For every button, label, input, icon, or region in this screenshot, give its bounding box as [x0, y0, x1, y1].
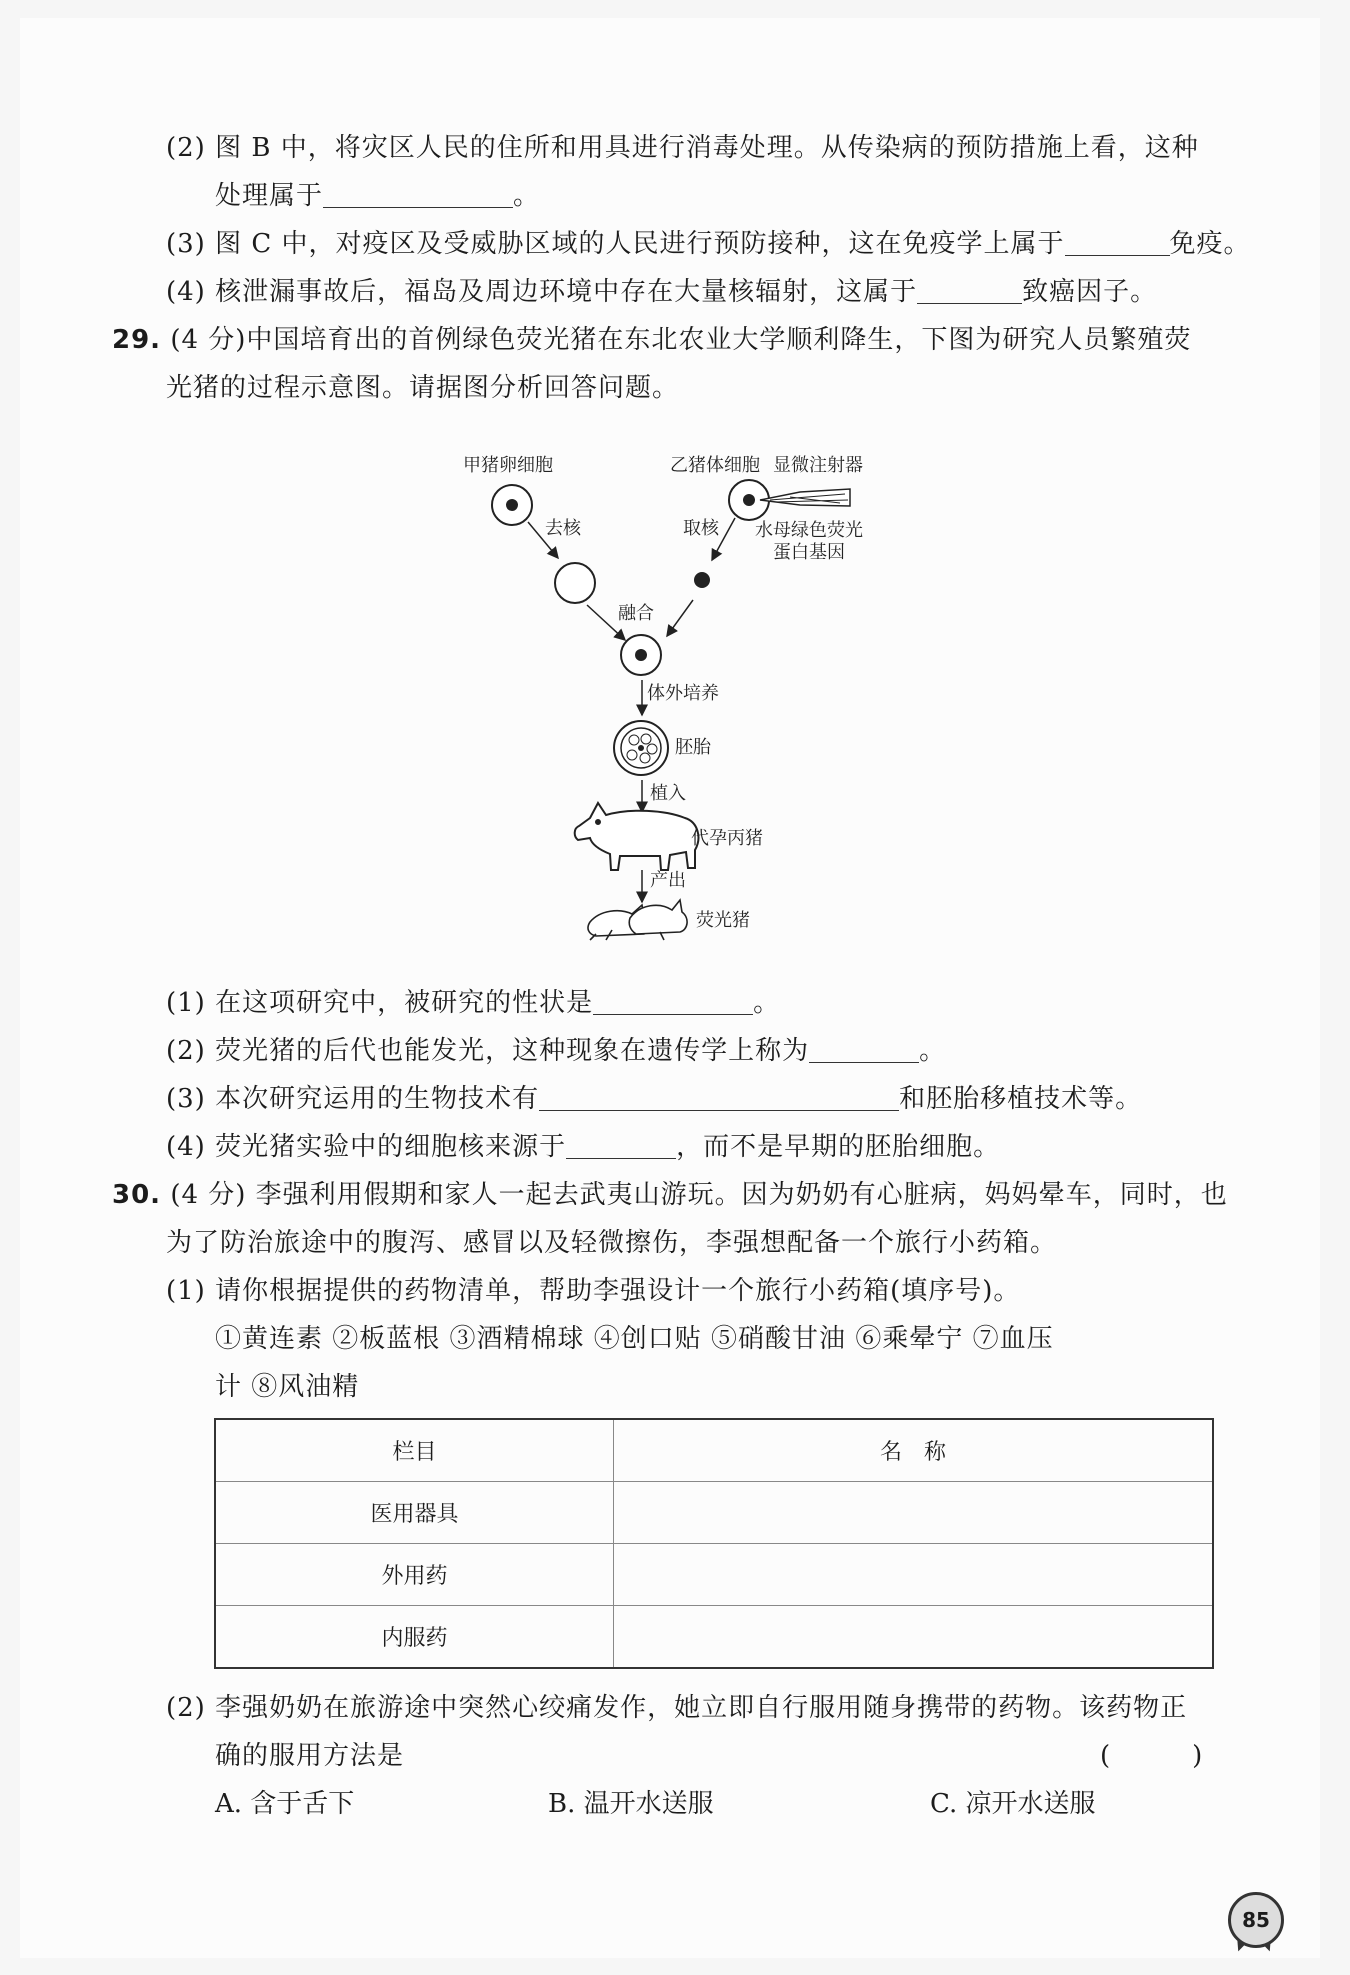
row-label: 医用器具 — [215, 1482, 614, 1544]
q28-part3-text: (3) 图 C 中，对疫区及受威胁区域的人民进行预防接种，这在免疫学上属于 — [166, 229, 1065, 259]
row-label: 内服药 — [215, 1606, 614, 1669]
label-enucleate: 去核 — [545, 518, 581, 539]
answer-blank[interactable] — [809, 1034, 919, 1063]
q29-part4-text: (4) 荧光猪实验中的细胞核来源于 — [166, 1132, 567, 1162]
table-row — [215, 1482, 1213, 1544]
label-gene-line2: 蛋白基因 — [773, 542, 845, 563]
q29-part2-text: (2) 荧光猪的后代也能发光，这种现象在遗传学上称为 — [166, 1036, 810, 1066]
option-c[interactable]: C. 凉开水送服 — [930, 1789, 1096, 1819]
q28-part2-line1: (2) 图 B 中，将灾区人民的住所和用具进行消毒处理。从传染病的预防措施上看，这种 — [166, 133, 1199, 163]
option-b[interactable]: B. 温开水送服 — [548, 1789, 714, 1819]
q28-part2-text: 处理属于 — [215, 181, 324, 211]
q29-part4-end: ，而不是早期的胚胎细胞。 — [676, 1132, 1001, 1162]
label-fusion: 融合 — [618, 603, 654, 624]
answer-blank[interactable] — [593, 986, 753, 1015]
label-embryo: 胚胎 — [675, 737, 711, 758]
label-birth: 产出 — [650, 870, 686, 891]
label-injector: 显微注射器 — [773, 455, 863, 476]
q30-stem-line2: 为了防治旅途中的腹泻、感冒以及轻微擦伤，李强想配备一个旅行小药箱。 — [166, 1228, 1058, 1258]
enucleated-egg-icon — [555, 563, 595, 603]
q29-stem-text: (4 分)中国培育出的首例绿色荧光猪在东北农业大学顺利降生，下图为研究人员繁殖荧 — [170, 325, 1192, 355]
q30-stem-line1 — [112, 1177, 1228, 1213]
q29-part1-end: 。 — [753, 988, 781, 1018]
medicine-list-line2: 计 ⑧风油精 — [215, 1372, 360, 1402]
q28-part2-end: 。 — [513, 181, 541, 211]
label-body-cell: 乙猪体细胞 — [670, 455, 760, 476]
embryo-icon — [614, 721, 668, 775]
q29-part3-text: (3) 本次研究运用的生物技术有 — [166, 1084, 540, 1114]
egg-cell-icon — [492, 485, 532, 525]
fused-cell-icon — [621, 635, 661, 675]
q29-part3-end: 和胚胎移植技术等。 — [899, 1084, 1143, 1114]
q29-part2-end: 。 — [919, 1036, 947, 1066]
q29-part4 — [166, 1129, 1000, 1165]
label-surrogate: 代孕丙猪 — [691, 828, 763, 849]
q29-part1 — [166, 985, 780, 1021]
answer-cell[interactable] — [614, 1606, 1214, 1669]
table-row — [215, 1544, 1213, 1606]
label-fluorescent-pig: 荧光猪 — [696, 910, 750, 931]
surrogate-pig-icon — [575, 803, 699, 870]
q28-part4-end: 致癌因子。 — [1022, 277, 1158, 307]
label-take-nucleus: 取核 — [683, 518, 719, 539]
q29-part1-text: (1) 在这项研究中，被研究的性状是 — [166, 988, 594, 1018]
label-culture: 体外培养 — [647, 683, 719, 704]
question-number: 30. — [112, 1180, 162, 1210]
nucleus-icon — [694, 572, 710, 588]
answer-cell[interactable] — [614, 1482, 1214, 1544]
question-number: 29. — [112, 325, 162, 355]
answer-cell[interactable] — [614, 1544, 1214, 1606]
q29-part3 — [166, 1081, 1142, 1117]
table-header-category: 栏目 — [215, 1419, 614, 1482]
option-a[interactable]: A. 含于舌下 — [215, 1789, 355, 1819]
table-header-name: 名 称 — [614, 1419, 1214, 1482]
fluorescent-piglets-icon — [588, 900, 687, 940]
microinjector-icon — [760, 489, 850, 506]
label-gene-line1: 水母绿色荧光 — [755, 520, 863, 541]
q28-part3-end: 免疫。 — [1169, 229, 1251, 259]
q30-part2-line2: 确的服用方法是 — [215, 1741, 405, 1771]
page-number-badge: 85 — [1228, 1892, 1284, 1948]
table-row — [215, 1606, 1213, 1669]
medicine-box-table — [214, 1418, 1214, 1669]
label-implant: 植入 — [650, 783, 686, 804]
row-label: 外用药 — [215, 1544, 614, 1606]
q28-part4-text: (4) 核泄漏事故后，福岛及周边环境中存在大量核辐射，这属于 — [166, 277, 918, 307]
arrow-fusion-right — [667, 600, 693, 636]
q30-part2-line1: (2) 李强奶奶在旅游途中突然心绞痛发作，她立即自行服用随身携带的药物。该药物正 — [166, 1693, 1188, 1723]
medicine-list-line1: ①黄连素 ②板蓝根 ③酒精棉球 ④创口贴 ⑤硝酸甘油 ⑥乘晕宁 ⑦血压 — [215, 1324, 1054, 1354]
q29-stem-line2: 光猪的过程示意图。请据图分析回答问题。 — [166, 373, 680, 403]
table-header-row — [215, 1419, 1213, 1482]
answer-blank[interactable] — [566, 1130, 676, 1159]
q29-part2 — [166, 1033, 946, 1069]
label-egg-cell: 甲猪卵细胞 — [463, 455, 553, 476]
q30-part1: (1) 请你根据提供的药物清单，帮助李强设计一个旅行小药箱(填序号)。 — [166, 1276, 1021, 1306]
answer-blank[interactable] — [539, 1082, 899, 1111]
answer-parentheses[interactable]: ( ) — [1100, 1741, 1204, 1771]
q30-stem-text: (4 分) 李强利用假期和家人一起去武夷山游玩。因为奶奶有心脏病，妈妈晕车，同时，也 — [170, 1180, 1228, 1210]
